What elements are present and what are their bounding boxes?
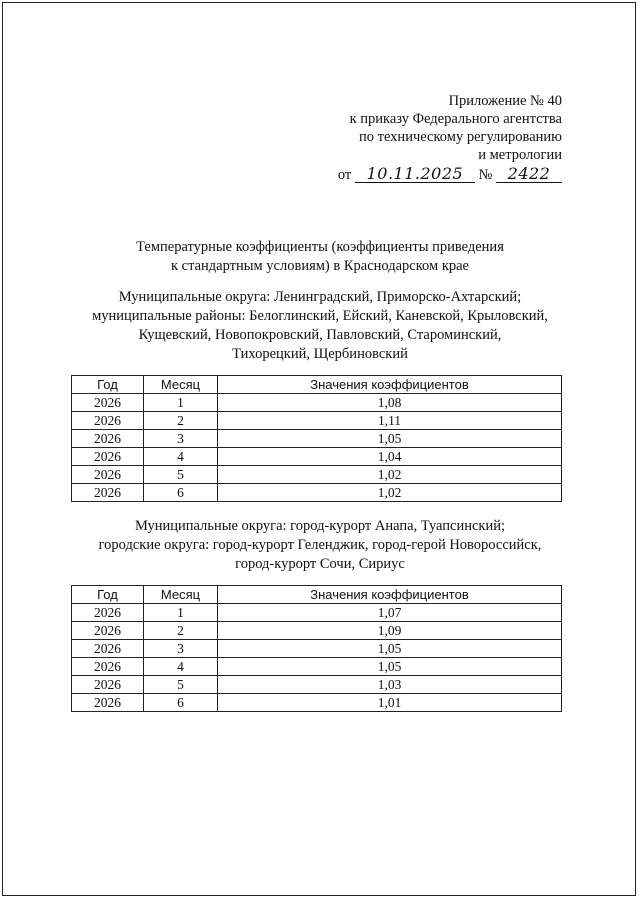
table-row [72,466,562,484]
value-cell: 1,03 [218,676,562,694]
month-cell: 6 [144,694,218,712]
column-header-year: Год [72,376,144,394]
column-header-value: Значения коэффициентов [218,376,562,394]
column-header-year: Год [72,586,144,604]
month-cell: 5 [144,466,218,484]
header-line-order: к приказу Федерального агентства [349,111,562,127]
document-title [0,238,640,276]
value-cell: 1,05 [218,658,562,676]
region-1-line: Кущевский, Новопокровский, Павловский, Староминский, [138,327,502,343]
value-cell: 1,02 [218,484,562,502]
month-cell: 4 [144,658,218,676]
table-row [72,604,562,622]
header-line-appendix: Приложение № 40 [448,93,562,109]
year-cell: 2026 [72,622,144,640]
year-cell: 2026 [72,394,144,412]
table-row [72,640,562,658]
table-row [72,448,562,466]
month-cell: 5 [144,676,218,694]
year-cell: 2026 [72,466,144,484]
coefficients-table-2 [71,585,562,712]
region-1-line: Муниципальные округа: Ленинградский, Приморско-Ахтарский; [118,289,522,305]
year-cell: 2026 [72,430,144,448]
region-group-1 [40,288,600,364]
month-cell: 1 [144,604,218,622]
order-number: 2422 [496,166,562,183]
header-line-agency: по техническому регулированию [358,129,562,145]
year-cell: 2026 [72,412,144,430]
table-header-row [72,586,562,604]
region-2-line: Муниципальные округа: город-курорт Анапа, Туапсинский; [134,518,506,534]
region-1-line: муниципальные районы: Белоглинский, Ейский, Каневской, Крыловский, [92,308,548,324]
year-cell: 2026 [72,694,144,712]
value-cell: 1,07 [218,604,562,622]
order-date: 10.11.2025 [355,166,475,183]
table-header-row [72,376,562,394]
region-2-line: городские округа: город-курорт Геленджик, город-герой Новороссийск, [98,537,542,553]
value-cell: 1,01 [218,694,562,712]
month-cell: 4 [144,448,218,466]
month-cell: 2 [144,412,218,430]
order-date-number-line [338,166,562,184]
column-header-month: Месяц [144,586,218,604]
year-cell: 2026 [72,658,144,676]
appendix-header [338,92,562,184]
coefficients-table-1 [71,375,562,502]
month-cell: 3 [144,430,218,448]
table-row [72,622,562,640]
region-2-line: город-курорт Сочи, Сириус [235,556,405,572]
column-header-value: Значения коэффициентов [218,586,562,604]
table-row [72,676,562,694]
year-cell: 2026 [72,448,144,466]
value-cell: 1,05 [218,640,562,658]
region-1-line: Тихорецкий, Щербиновский [232,346,408,362]
year-cell: 2026 [72,640,144,658]
region-group-2 [40,517,600,574]
header-line-metrology: и метрологии [478,147,562,163]
table-row [72,394,562,412]
year-cell: 2026 [72,676,144,694]
title-line-1: Температурные коэффициенты (коэффициенты приведения [136,239,504,255]
value-cell: 1,05 [218,430,562,448]
table-row [72,484,562,502]
month-cell: 2 [144,622,218,640]
value-cell: 1,08 [218,394,562,412]
title-line-2: к стандартным условиям) в Краснодарском крае [170,258,469,274]
year-cell: 2026 [72,604,144,622]
value-cell: 1,02 [218,466,562,484]
table-row [72,430,562,448]
value-cell: 1,04 [218,448,562,466]
column-header-month: Месяц [144,376,218,394]
table-row [72,412,562,430]
month-cell: 1 [144,394,218,412]
date-prefix: от [337,167,352,183]
year-cell: 2026 [72,484,144,502]
number-prefix: № [478,167,493,183]
table-row [72,694,562,712]
month-cell: 6 [144,484,218,502]
value-cell: 1,09 [218,622,562,640]
value-cell: 1,11 [218,412,562,430]
month-cell: 3 [144,640,218,658]
table-row [72,658,562,676]
